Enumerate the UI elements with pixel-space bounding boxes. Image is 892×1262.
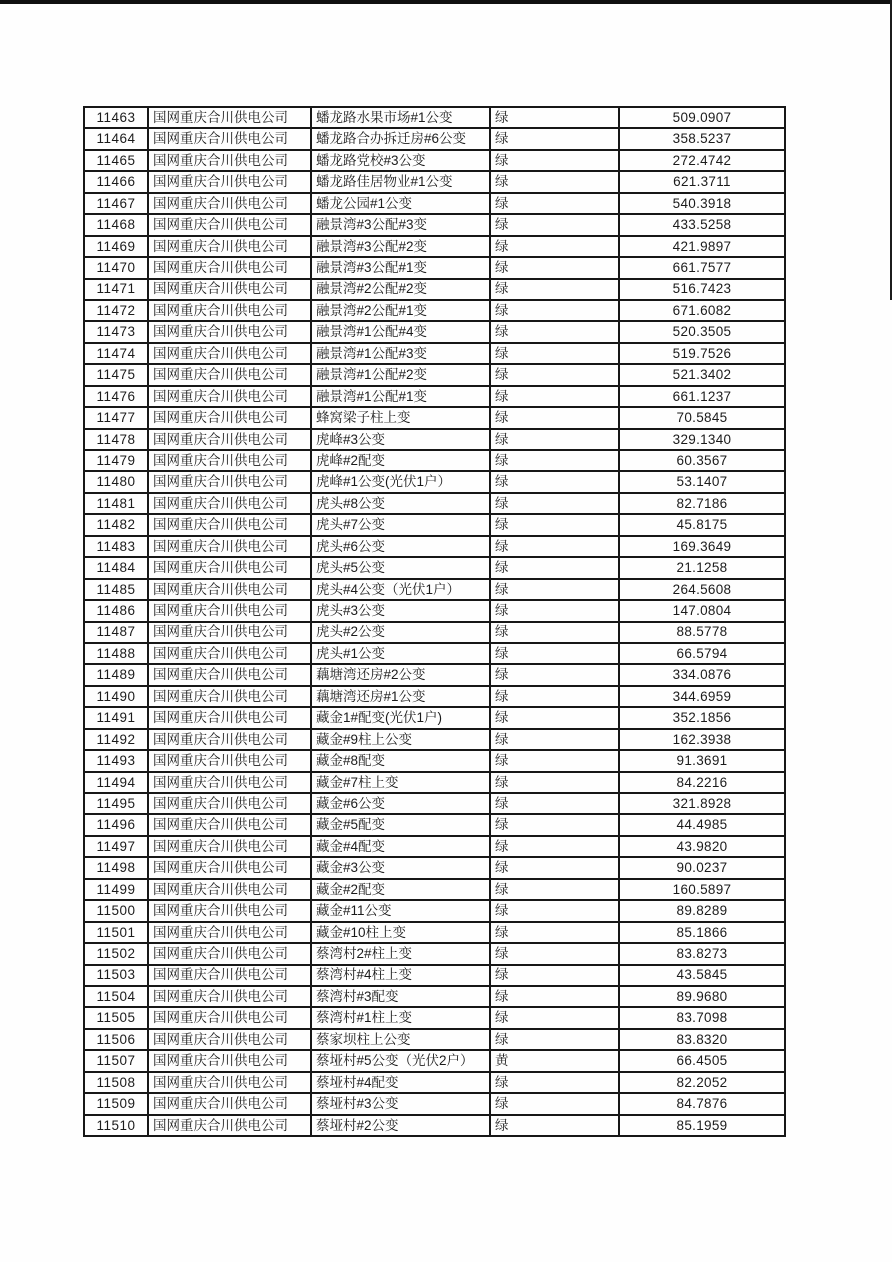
cell-station-name: 虎头#5公变: [311, 557, 490, 578]
cell-serial-number: 11501: [84, 922, 148, 943]
cell-station-name: 融景湾#1公配#4变: [311, 321, 490, 342]
transformer-table: [83, 106, 786, 1137]
cell-serial-number: 11488: [84, 643, 148, 664]
cell-value: 82.7186: [619, 493, 785, 514]
table-row: [84, 407, 785, 428]
table-row: [84, 965, 785, 986]
table-row: [84, 579, 785, 600]
cell-station-name: 融景湾#2公配#2变: [311, 279, 490, 300]
table-row: [84, 300, 785, 321]
cell-company: 国网重庆合川供电公司: [148, 579, 311, 600]
cell-station-name: 蜂窝梁子柱上变: [311, 407, 490, 428]
cell-serial-number: 11504: [84, 986, 148, 1007]
cell-status: 绿: [490, 772, 619, 793]
table-row: [84, 150, 785, 171]
cell-status: 绿: [490, 836, 619, 857]
cell-value: 509.0907: [619, 107, 785, 128]
cell-status: 绿: [490, 300, 619, 321]
cell-station-name: 蔡垭村#5公变（光伏2户）: [311, 1050, 490, 1071]
cell-value: 84.7876: [619, 1093, 785, 1114]
cell-status: 绿: [490, 493, 619, 514]
cell-status: 绿: [490, 793, 619, 814]
cell-value: 334.0876: [619, 664, 785, 685]
cell-company: 国网重庆合川供电公司: [148, 471, 311, 492]
table-row: [84, 900, 785, 921]
cell-company: 国网重庆合川供电公司: [148, 321, 311, 342]
cell-company: 国网重庆合川供电公司: [148, 536, 311, 557]
cell-serial-number: 11464: [84, 128, 148, 149]
cell-serial-number: 11478: [84, 429, 148, 450]
cell-status: 绿: [490, 407, 619, 428]
cell-serial-number: 11502: [84, 943, 148, 964]
cell-station-name: 蟠龙公园#1公变: [311, 193, 490, 214]
cell-serial-number: 11500: [84, 900, 148, 921]
cell-status: 绿: [490, 943, 619, 964]
cell-serial-number: 11508: [84, 1072, 148, 1093]
cell-station-name: 虎峰#1公变(光伏1户）: [311, 471, 490, 492]
table-body: [84, 107, 785, 1136]
cell-company: 国网重庆合川供电公司: [148, 1007, 311, 1028]
cell-company: 国网重庆合川供电公司: [148, 236, 311, 257]
cell-serial-number: 11468: [84, 214, 148, 235]
cell-value: 671.6082: [619, 300, 785, 321]
cell-serial-number: 11477: [84, 407, 148, 428]
cell-value: 85.1866: [619, 922, 785, 943]
cell-status: 绿: [490, 514, 619, 535]
table-row: [84, 686, 785, 707]
cell-status: 绿: [490, 750, 619, 771]
cell-company: 国网重庆合川供电公司: [148, 879, 311, 900]
cell-company: 国网重庆合川供电公司: [148, 793, 311, 814]
cell-status: 绿: [490, 171, 619, 192]
cell-station-name: 藏金#3公变: [311, 857, 490, 878]
cell-serial-number: 11480: [84, 471, 148, 492]
cell-company: 国网重庆合川供电公司: [148, 343, 311, 364]
cell-station-name: 蔡湾村#3配变: [311, 986, 490, 1007]
cell-station-name: 虎峰#3公变: [311, 429, 490, 450]
cell-value: 43.5845: [619, 965, 785, 986]
cell-serial-number: 11483: [84, 536, 148, 557]
table-row: [84, 622, 785, 643]
cell-company: 国网重庆合川供电公司: [148, 150, 311, 171]
table-row: [84, 772, 785, 793]
cell-status: 绿: [490, 686, 619, 707]
cell-value: 84.2216: [619, 772, 785, 793]
cell-value: 89.8289: [619, 900, 785, 921]
cell-company: 国网重庆合川供电公司: [148, 750, 311, 771]
cell-serial-number: 11495: [84, 793, 148, 814]
cell-station-name: 虎头#1公变: [311, 643, 490, 664]
cell-company: 国网重庆合川供电公司: [148, 171, 311, 192]
cell-serial-number: 11509: [84, 1093, 148, 1114]
cell-company: 国网重庆合川供电公司: [148, 493, 311, 514]
cell-station-name: 融景湾#1公配#2变: [311, 364, 490, 385]
cell-value: 147.0804: [619, 600, 785, 621]
cell-value: 162.3938: [619, 729, 785, 750]
cell-serial-number: 11487: [84, 622, 148, 643]
cell-serial-number: 11510: [84, 1115, 148, 1136]
cell-company: 国网重庆合川供电公司: [148, 107, 311, 128]
table-row: [84, 343, 785, 364]
cell-station-name: 藏金#11公变: [311, 900, 490, 921]
cell-serial-number: 11486: [84, 600, 148, 621]
cell-value: 45.8175: [619, 514, 785, 535]
cell-status: 绿: [490, 664, 619, 685]
cell-status: 绿: [490, 729, 619, 750]
cell-value: 89.9680: [619, 986, 785, 1007]
cell-company: 国网重庆合川供电公司: [148, 1072, 311, 1093]
cell-status: 绿: [490, 900, 619, 921]
cell-status: 绿: [490, 579, 619, 600]
cell-station-name: 蟠龙路党校#3公变: [311, 150, 490, 171]
table-row: [84, 750, 785, 771]
cell-status: 绿: [490, 214, 619, 235]
cell-value: 43.9820: [619, 836, 785, 857]
cell-value: 85.1959: [619, 1115, 785, 1136]
cell-company: 国网重庆合川供电公司: [148, 836, 311, 857]
cell-serial-number: 11489: [84, 664, 148, 685]
table-row: [84, 836, 785, 857]
table-row: [84, 600, 785, 621]
cell-value: 169.3649: [619, 536, 785, 557]
cell-station-name: 藏金#4配变: [311, 836, 490, 857]
cell-station-name: 融景湾#3公配#2变: [311, 236, 490, 257]
cell-company: 国网重庆合川供电公司: [148, 729, 311, 750]
cell-station-name: 融景湾#3公配#1变: [311, 257, 490, 278]
cell-status: 绿: [490, 1115, 619, 1136]
cell-company: 国网重庆合川供电公司: [148, 300, 311, 321]
cell-serial-number: 11472: [84, 300, 148, 321]
cell-station-name: 藏金#10柱上变: [311, 922, 490, 943]
cell-station-name: 虎头#3公变: [311, 600, 490, 621]
cell-value: 661.7577: [619, 257, 785, 278]
cell-company: 国网重庆合川供电公司: [148, 279, 311, 300]
table-row: [84, 214, 785, 235]
cell-value: 82.2052: [619, 1072, 785, 1093]
cell-status: 绿: [490, 364, 619, 385]
cell-company: 国网重庆合川供电公司: [148, 643, 311, 664]
cell-company: 国网重庆合川供电公司: [148, 1029, 311, 1050]
cell-station-name: 融景湾#1公配#3变: [311, 343, 490, 364]
cell-station-name: 藏金#9柱上公变: [311, 729, 490, 750]
table-row: [84, 429, 785, 450]
cell-value: 83.8273: [619, 943, 785, 964]
table-row: [84, 986, 785, 1007]
cell-serial-number: 11497: [84, 836, 148, 857]
cell-status: 绿: [490, 150, 619, 171]
cell-station-name: 蟠龙路水果市场#1公变: [311, 107, 490, 128]
cell-status: 绿: [490, 922, 619, 943]
cell-station-name: 蔡湾村#4柱上变: [311, 965, 490, 986]
table-row: [84, 321, 785, 342]
cell-station-name: 虎头#8公变: [311, 493, 490, 514]
cell-serial-number: 11479: [84, 450, 148, 471]
cell-serial-number: 11470: [84, 257, 148, 278]
table-row: [84, 1115, 785, 1136]
cell-value: 160.5897: [619, 879, 785, 900]
cell-value: 352.1856: [619, 707, 785, 728]
cell-company: 国网重庆合川供电公司: [148, 407, 311, 428]
table-row: [84, 1029, 785, 1050]
table-row: [84, 922, 785, 943]
table-row: [84, 536, 785, 557]
cell-serial-number: 11475: [84, 364, 148, 385]
cell-status: 绿: [490, 707, 619, 728]
cell-station-name: 藕塘湾还房#1公变: [311, 686, 490, 707]
table-row: [84, 364, 785, 385]
cell-value: 516.7423: [619, 279, 785, 300]
cell-serial-number: 11490: [84, 686, 148, 707]
cell-value: 88.5778: [619, 622, 785, 643]
cell-value: 90.0237: [619, 857, 785, 878]
cell-serial-number: 11476: [84, 386, 148, 407]
cell-serial-number: 11469: [84, 236, 148, 257]
cell-status: 绿: [490, 386, 619, 407]
cell-station-name: 蔡垭村#2公变: [311, 1115, 490, 1136]
cell-station-name: 融景湾#3公配#3变: [311, 214, 490, 235]
cell-status: 绿: [490, 536, 619, 557]
cell-value: 264.5608: [619, 579, 785, 600]
cell-serial-number: 11463: [84, 107, 148, 128]
cell-company: 国网重庆合川供电公司: [148, 429, 311, 450]
cell-status: 绿: [490, 622, 619, 643]
cell-company: 国网重庆合川供电公司: [148, 772, 311, 793]
cell-status: 绿: [490, 1007, 619, 1028]
cell-company: 国网重庆合川供电公司: [148, 664, 311, 685]
cell-value: 621.3711: [619, 171, 785, 192]
cell-serial-number: 11485: [84, 579, 148, 600]
table-row: [84, 793, 785, 814]
cell-company: 国网重庆合川供电公司: [148, 965, 311, 986]
cell-value: 70.5845: [619, 407, 785, 428]
table-row: [84, 171, 785, 192]
cell-status: 绿: [490, 879, 619, 900]
cell-company: 国网重庆合川供电公司: [148, 214, 311, 235]
table-row: [84, 493, 785, 514]
cell-company: 国网重庆合川供电公司: [148, 857, 311, 878]
cell-status: 绿: [490, 557, 619, 578]
cell-status: 绿: [490, 814, 619, 835]
cell-value: 540.3918: [619, 193, 785, 214]
cell-value: 661.1237: [619, 386, 785, 407]
table-row: [84, 664, 785, 685]
cell-serial-number: 11484: [84, 557, 148, 578]
cell-status: 绿: [490, 193, 619, 214]
cell-value: 83.8320: [619, 1029, 785, 1050]
cell-serial-number: 11466: [84, 171, 148, 192]
cell-serial-number: 11481: [84, 493, 148, 514]
cell-status: 绿: [490, 107, 619, 128]
cell-value: 521.3402: [619, 364, 785, 385]
cell-station-name: 蔡垭村#4配变: [311, 1072, 490, 1093]
cell-company: 国网重庆合川供电公司: [148, 1093, 311, 1114]
cell-serial-number: 11494: [84, 772, 148, 793]
cell-station-name: 融景湾#1公配#1变: [311, 386, 490, 407]
cell-status: 绿: [490, 965, 619, 986]
cell-station-name: 虎头#6公变: [311, 536, 490, 557]
cell-serial-number: 11474: [84, 343, 148, 364]
cell-status: 绿: [490, 857, 619, 878]
cell-status: 绿: [490, 643, 619, 664]
cell-company: 国网重庆合川供电公司: [148, 814, 311, 835]
cell-status: 绿: [490, 1029, 619, 1050]
cell-company: 国网重庆合川供电公司: [148, 686, 311, 707]
table-row: [84, 1007, 785, 1028]
cell-company: 国网重庆合川供电公司: [148, 922, 311, 943]
cell-value: 433.5258: [619, 214, 785, 235]
cell-status: 绿: [490, 429, 619, 450]
cell-serial-number: 11465: [84, 150, 148, 171]
cell-station-name: 虎峰#2配变: [311, 450, 490, 471]
cell-status: 绿: [490, 600, 619, 621]
cell-serial-number: 11471: [84, 279, 148, 300]
cell-serial-number: 11467: [84, 193, 148, 214]
cell-company: 国网重庆合川供电公司: [148, 364, 311, 385]
cell-value: 321.8928: [619, 793, 785, 814]
cell-serial-number: 11506: [84, 1029, 148, 1050]
table-row: [84, 1093, 785, 1114]
cell-status: 绿: [490, 343, 619, 364]
cell-status: 绿: [490, 986, 619, 1007]
cell-serial-number: 11505: [84, 1007, 148, 1028]
cell-value: 91.3691: [619, 750, 785, 771]
table-row: [84, 107, 785, 128]
cell-station-name: 蟠龙路合办拆迁房#6公变: [311, 128, 490, 149]
cell-value: 520.3505: [619, 321, 785, 342]
cell-serial-number: 11482: [84, 514, 148, 535]
cell-status: 绿: [490, 471, 619, 492]
cell-station-name: 蔡家坝柱上公变: [311, 1029, 490, 1050]
table-row: [84, 943, 785, 964]
table-row: [84, 814, 785, 835]
cell-station-name: 蔡湾村2#柱上变: [311, 943, 490, 964]
cell-company: 国网重庆合川供电公司: [148, 193, 311, 214]
cell-station-name: 虎头#2公变: [311, 622, 490, 643]
cell-value: 60.3567: [619, 450, 785, 471]
cell-company: 国网重庆合川供电公司: [148, 900, 311, 921]
cell-status: 绿: [490, 128, 619, 149]
cell-value: 519.7526: [619, 343, 785, 364]
cell-value: 21.1258: [619, 557, 785, 578]
cell-station-name: 藏金#2配变: [311, 879, 490, 900]
table-row: [84, 643, 785, 664]
cell-value: 344.6959: [619, 686, 785, 707]
cell-status: 绿: [490, 1093, 619, 1114]
cell-value: 421.9897: [619, 236, 785, 257]
cell-value: 329.1340: [619, 429, 785, 450]
cell-serial-number: 11498: [84, 857, 148, 878]
cell-station-name: 藏金1#配变(光伏1户): [311, 707, 490, 728]
cell-status: 绿: [490, 1072, 619, 1093]
cell-station-name: 蔡垭村#3公变: [311, 1093, 490, 1114]
cell-status: 黄: [490, 1050, 619, 1071]
table-row: [84, 471, 785, 492]
cell-station-name: 虎头#4公变（光伏1户）: [311, 579, 490, 600]
cell-station-name: 虎头#7公变: [311, 514, 490, 535]
scan-artifact-top-edge: [0, 0, 892, 4]
table-row: [84, 386, 785, 407]
cell-value: 53.1407: [619, 471, 785, 492]
table-row: [84, 729, 785, 750]
cell-station-name: 藏金#6公变: [311, 793, 490, 814]
cell-serial-number: 11493: [84, 750, 148, 771]
table-row: [84, 1072, 785, 1093]
table-row: [84, 193, 785, 214]
table-row: [84, 707, 785, 728]
cell-company: 国网重庆合川供电公司: [148, 450, 311, 471]
cell-status: 绿: [490, 321, 619, 342]
cell-station-name: 藏金#8配变: [311, 750, 490, 771]
cell-station-name: 藏金#5配变: [311, 814, 490, 835]
table-row: [84, 879, 785, 900]
cell-station-name: 融景湾#2公配#1变: [311, 300, 490, 321]
table-row: [84, 279, 785, 300]
cell-company: 国网重庆合川供电公司: [148, 514, 311, 535]
cell-value: 66.5794: [619, 643, 785, 664]
cell-company: 国网重庆合川供电公司: [148, 557, 311, 578]
cell-company: 国网重庆合川供电公司: [148, 986, 311, 1007]
table-row: [84, 450, 785, 471]
cell-station-name: 藏金#7柱上变: [311, 772, 490, 793]
cell-company: 国网重庆合川供电公司: [148, 1050, 311, 1071]
cell-serial-number: 11492: [84, 729, 148, 750]
cell-company: 国网重庆合川供电公司: [148, 386, 311, 407]
table-row: [84, 1050, 785, 1071]
cell-company: 国网重庆合川供电公司: [148, 600, 311, 621]
cell-value: 44.4985: [619, 814, 785, 835]
cell-company: 国网重庆合川供电公司: [148, 257, 311, 278]
table-row: [84, 257, 785, 278]
table-row: [84, 557, 785, 578]
table-row: [84, 514, 785, 535]
cell-company: 国网重庆合川供电公司: [148, 1115, 311, 1136]
cell-company: 国网重庆合川供电公司: [148, 128, 311, 149]
table-row: [84, 857, 785, 878]
cell-company: 国网重庆合川供电公司: [148, 622, 311, 643]
cell-station-name: 藕塘湾还房#2公变: [311, 664, 490, 685]
cell-serial-number: 11503: [84, 965, 148, 986]
cell-serial-number: 11499: [84, 879, 148, 900]
cell-serial-number: 11496: [84, 814, 148, 835]
table-row: [84, 128, 785, 149]
cell-station-name: 蔡湾村#1柱上变: [311, 1007, 490, 1028]
cell-value: 272.4742: [619, 150, 785, 171]
table-row: [84, 236, 785, 257]
cell-value: 83.7098: [619, 1007, 785, 1028]
cell-station-name: 蟠龙路佳居物业#1公变: [311, 171, 490, 192]
cell-company: 国网重庆合川供电公司: [148, 943, 311, 964]
cell-value: 66.4505: [619, 1050, 785, 1071]
cell-serial-number: 11507: [84, 1050, 148, 1071]
cell-company: 国网重庆合川供电公司: [148, 707, 311, 728]
cell-serial-number: 11491: [84, 707, 148, 728]
cell-status: 绿: [490, 279, 619, 300]
cell-status: 绿: [490, 236, 619, 257]
cell-serial-number: 11473: [84, 321, 148, 342]
cell-status: 绿: [490, 257, 619, 278]
cell-value: 358.5237: [619, 128, 785, 149]
cell-status: 绿: [490, 450, 619, 471]
